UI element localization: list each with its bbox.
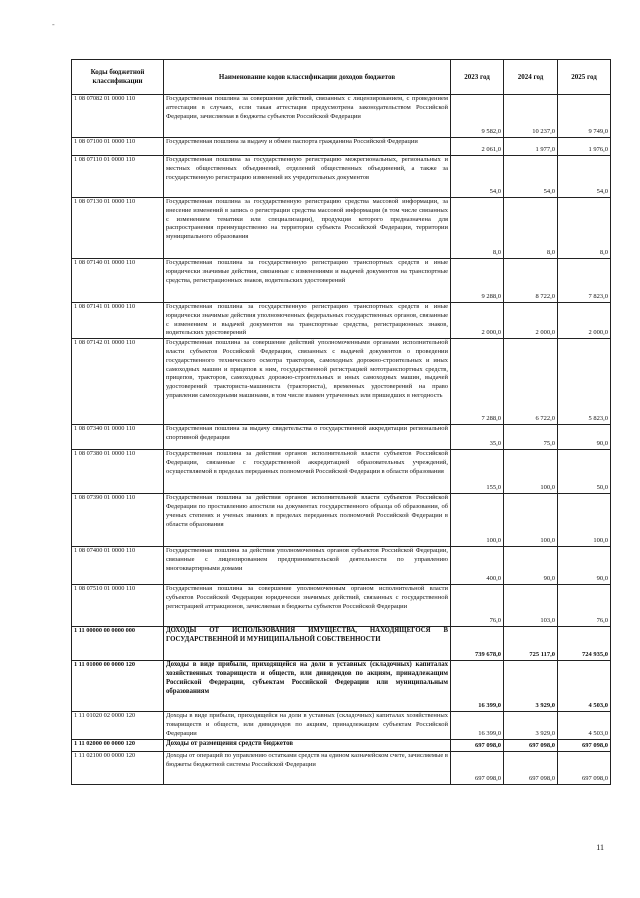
row-code: 1 11 02100 00 0000 120 bbox=[72, 752, 164, 785]
row-value-2023: 9 582,0 bbox=[451, 95, 504, 138]
table-row bbox=[72, 138, 611, 156]
row-name: Государственная пошлина за совершение действий, связанных с лицензированием, с проведением аттестации в случаях, если такая аттестация предусмотрена законодательством Российской Федерации, зачисляемая в бюджеты субъектов Российской Федерации bbox=[164, 95, 451, 138]
row-name: Доходы от операций по управлению остатками средств на едином казначейском счете, зачисляемые в бюджеты бюджетной системы Российской Федерации bbox=[164, 752, 451, 785]
row-code: 1 11 01020 02 0000 120 bbox=[72, 712, 164, 740]
table-row bbox=[72, 585, 611, 627]
table-row bbox=[72, 198, 611, 259]
row-value-2025: 50,0 bbox=[558, 450, 611, 494]
row-value-2023: 16 399,0 bbox=[451, 712, 504, 740]
row-value-2024: 697 098,0 bbox=[504, 740, 558, 752]
row-code: 1 08 07110 01 0000 110 bbox=[72, 156, 164, 198]
row-value-2023: 697 098,0 bbox=[451, 740, 504, 752]
table-row bbox=[72, 259, 611, 303]
row-value-2024: 2 000,0 bbox=[504, 303, 558, 339]
row-value-2024: 6 722,0 bbox=[504, 339, 558, 425]
row-value-2025: 724 935,0 bbox=[558, 627, 611, 661]
header-2023: 2023 год bbox=[451, 60, 504, 95]
row-code: 1 11 00000 00 0000 000 bbox=[72, 627, 164, 661]
header-name: Наименование кодов классификации доходов бюджетов bbox=[164, 60, 451, 95]
row-name: Государственная пошлина за действия органов исполнительной власти субъектов Российской Федерации, связанные с государственной аккредитацией образовательных учреждений, осуществляемой в пределах переданных полномочий Российской Федерации в области образования bbox=[164, 450, 451, 494]
row-value-2024: 725 117,0 bbox=[504, 627, 558, 661]
row-value-2024: 1 977,0 bbox=[504, 138, 558, 156]
row-value-2023: 155,0 bbox=[451, 450, 504, 494]
row-value-2024: 100,0 bbox=[504, 494, 558, 547]
row-value-2023: 100,0 bbox=[451, 494, 504, 547]
row-name: Государственная пошлина за действия органов исполнительной власти субъектов Российской Федерации по проставлению апостиля на документах государственного образца об образовании, об ученых степенях и ученых званиях в пределах переданных полномочий Российской Федерации в области образования bbox=[164, 494, 451, 547]
table-row bbox=[72, 494, 611, 547]
row-value-2023: 54,0 bbox=[451, 156, 504, 198]
row-value-2023: 400,0 bbox=[451, 547, 504, 585]
row-name: Государственная пошлина за выдачу и обмен паспорта гражданина Российской Федерации bbox=[164, 138, 451, 156]
row-name: Государственная пошлина за совершение уполномоченным органом исполнительной власти субъектов Российской Федерации юридически значимых действий, связанных с государственной регистрацией аттракционов, зачисляемая в бюджеты субъектов Российской Федерации bbox=[164, 585, 451, 627]
row-value-2024: 8 722,0 bbox=[504, 259, 558, 303]
table-row bbox=[72, 339, 611, 425]
row-value-2025: 7 823,0 bbox=[558, 259, 611, 303]
row-code: 1 08 07340 01 0000 110 bbox=[72, 425, 164, 450]
row-name: Государственная пошлина за выдачу свидетельства о государственной аккредитации региональной спортивной федерации bbox=[164, 425, 451, 450]
row-value-2023: 9 288,0 bbox=[451, 259, 504, 303]
row-value-2023: 697 098,0 bbox=[451, 752, 504, 785]
row-value-2025: 697 098,0 bbox=[558, 740, 611, 752]
row-value-2025: 76,0 bbox=[558, 585, 611, 627]
row-code: 1 08 07400 01 0000 110 bbox=[72, 547, 164, 585]
header-2025: 2025 год bbox=[558, 60, 611, 95]
row-name: Государственная пошлина за государственную регистрацию межрегиональных, региональных и местных общественных объединений, отделений общественных объединений, а также за государственную регистрацию изменений их учредительных документов bbox=[164, 156, 451, 198]
table-row bbox=[72, 156, 611, 198]
row-value-2024: 90,0 bbox=[504, 547, 558, 585]
row-code: 1 08 07130 01 0000 110 bbox=[72, 198, 164, 259]
row-code: 1 08 07141 01 0000 110 bbox=[72, 303, 164, 339]
header-2024: 2024 год bbox=[504, 60, 558, 95]
table-row bbox=[72, 740, 611, 752]
row-value-2025: 4 503,0 bbox=[558, 661, 611, 712]
row-code: 1 08 07142 01 0000 110 bbox=[72, 339, 164, 425]
row-value-2024: 100,0 bbox=[504, 450, 558, 494]
row-name: Государственная пошлина за государственную регистрацию транспортных средств и иные юридически значимые действия, связанные с изменениями и выдачей документов на транспортные средства, регистрационных знаков, водительских удостоверений bbox=[164, 259, 451, 303]
row-code: 1 08 07082 01 0000 110 bbox=[72, 95, 164, 138]
row-value-2023: 76,0 bbox=[451, 585, 504, 627]
row-value-2024: 75,0 bbox=[504, 425, 558, 450]
row-value-2023: 2 061,0 bbox=[451, 138, 504, 156]
row-value-2025: 5 823,0 bbox=[558, 339, 611, 425]
row-name: ДОХОДЫ ОТ ИСПОЛЬЗОВАНИЯ ИМУЩЕСТВА, НАХОДЯЩЕГОСЯ В ГОСУДАРСТВЕННОЙ И МУНИЦИПАЛЬНОЙ СОБСТВЕННОСТИ bbox=[164, 627, 451, 661]
page-number: 11 bbox=[596, 843, 604, 852]
margin-mark: - bbox=[52, 20, 55, 29]
row-value-2025: 90,0 bbox=[558, 425, 611, 450]
row-value-2024: 103,0 bbox=[504, 585, 558, 627]
row-value-2025: 2 000,0 bbox=[558, 303, 611, 339]
row-code: 1 08 07100 01 0000 110 bbox=[72, 138, 164, 156]
row-value-2023: 16 399,0 bbox=[451, 661, 504, 712]
table-row bbox=[72, 661, 611, 712]
row-value-2023: 739 678,0 bbox=[451, 627, 504, 661]
row-value-2024: 697 098,0 bbox=[504, 752, 558, 785]
table-row bbox=[72, 627, 611, 661]
header-code: Коды бюджетной классификации bbox=[72, 60, 164, 95]
row-code: 1 08 07140 01 0000 110 bbox=[72, 259, 164, 303]
row-value-2024: 54,0 bbox=[504, 156, 558, 198]
row-value-2024: 3 929,0 bbox=[504, 712, 558, 740]
row-value-2025: 100,0 bbox=[558, 494, 611, 547]
row-code: 1 08 07390 01 0000 110 bbox=[72, 494, 164, 547]
row-name: Государственная пошлина за государственную регистрацию средства массовой информации, за внесение изменений в запись о регистрации средства массовой информации (в том числе связанных с изменением тематики или специализации), продукция которого предназначена для распространения преимущественно на территории субъекта Российской Федерации, территории муниципального образования bbox=[164, 198, 451, 259]
row-value-2023: 8,0 bbox=[451, 198, 504, 259]
row-value-2025: 697 098,0 bbox=[558, 752, 611, 785]
row-value-2025: 8,0 bbox=[558, 198, 611, 259]
row-name: Доходы в виде прибыли, приходящейся на доли в уставных (складочных) капиталах хозяйственных товариществ и обществ, или дивидендов по акциям, принадлежащим Российской Федерации, субъектам Российской Федерации или муниципальным образованиям bbox=[164, 661, 451, 712]
row-value-2024: 8,0 bbox=[504, 198, 558, 259]
row-code: 1 08 07380 01 0000 110 bbox=[72, 450, 164, 494]
table-header-row bbox=[72, 60, 611, 95]
row-value-2023: 2 000,0 bbox=[451, 303, 504, 339]
row-name: Государственная пошлина за действия уполномоченных органов субъектов Российской Федерации, связанные с лицензированием предпринимательской деятельности по управлению многоквартирными домами bbox=[164, 547, 451, 585]
row-value-2025: 4 503,0 bbox=[558, 712, 611, 740]
table-row bbox=[72, 547, 611, 585]
row-code: 1 08 07510 01 0000 110 bbox=[72, 585, 164, 627]
row-value-2024: 10 237,0 bbox=[504, 95, 558, 138]
table-row bbox=[72, 425, 611, 450]
row-name: Доходы в виде прибыли, приходящейся на доли в уставных (складочных) капиталах хозяйственных товариществ и обществ, или дивидендов по акциям, принадлежащим субъектам Российской Федерации bbox=[164, 712, 451, 740]
row-code: 1 11 02000 00 0000 120 bbox=[72, 740, 164, 752]
row-value-2025: 90,0 bbox=[558, 547, 611, 585]
row-value-2025: 9 749,0 bbox=[558, 95, 611, 138]
table-row bbox=[72, 712, 611, 740]
table-row bbox=[72, 95, 611, 138]
row-value-2023: 7 288,0 bbox=[451, 339, 504, 425]
row-value-2023: 35,0 bbox=[451, 425, 504, 450]
row-value-2025: 1 976,0 bbox=[558, 138, 611, 156]
table-row bbox=[72, 450, 611, 494]
table-row bbox=[72, 752, 611, 785]
row-name: Доходы от размещения средств бюджетов bbox=[164, 740, 451, 752]
row-value-2024: 3 929,0 bbox=[504, 661, 558, 712]
row-name: Государственная пошлина за государственную регистрацию транспортных средств и иные юридически значимые действия уполномоченных федеральных государственных органов, связанные с изменением и выдачей документов на транспортные средства, регистрационных знаков, водительских удостоверений bbox=[164, 303, 451, 339]
row-code: 1 11 01000 00 0000 120 bbox=[72, 661, 164, 712]
row-value-2025: 54,0 bbox=[558, 156, 611, 198]
row-name: Государственная пошлина за совершение действий уполномоченными органами исполнительной власти субъектов Российской Федерации, связанных с выдачей документов о проведении государственного технического осмотра тракторов, самоходных дорожно-строительных и иных самоходных машин и прицепов к ним, государственной регистрацией мототранспортных средств, прицепов, тракторов, самоходных дорожно-строительных и иных самоходных машин, выдачей удостоверений тракториста-машиниста (тракториста), временных удостоверений на право управления самоходными машинами, в том числе взамен утраченных или пришедших в негодность bbox=[164, 339, 451, 425]
revenue-table bbox=[71, 59, 611, 785]
table-row bbox=[72, 303, 611, 339]
